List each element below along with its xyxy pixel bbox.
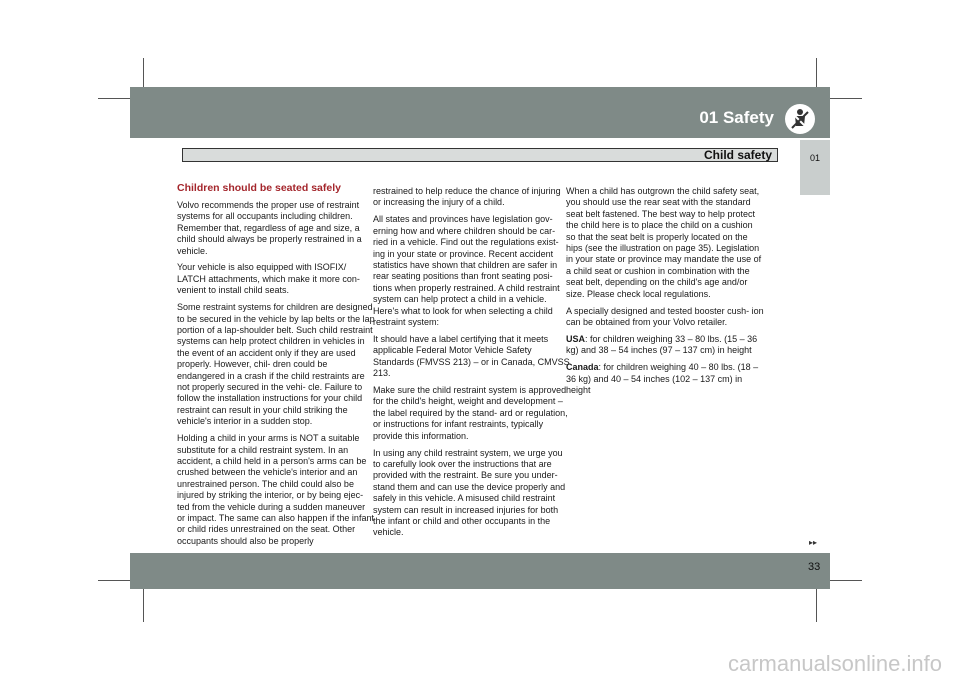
text-column-3 <box>566 186 764 402</box>
paragraph: Holding a child in your arms is NOT a suitable substitute for a child restraint system. In an accident, a child held in a person's arms can be crushed between the vehicle's interior and an unrestrained person. The child could also be injured by striking the interior, or by being ejec- ted from the vehicle during a sudden maneuver or impact. The same can also happen if the infant or child rides unrestrained on the seat. Other occupants should also be properly <box>177 433 374 546</box>
page-number: 33 <box>808 561 821 573</box>
paragraph: It should have a label certifying that it meets applicable Federal Motor Vehicle Safety Standards (FMVSS 213) – or in Canada, CMVSS 213. <box>373 333 570 379</box>
continue-marker: ▸▸ <box>809 538 818 547</box>
canada-text: : for children weighing 40 – 80 lbs. (18 – 36 kg) and 40 – 54 inches (102 – 137 cm) in height <box>566 362 759 395</box>
chapter-tab <box>800 140 830 195</box>
usa-label: USA <box>566 333 586 344</box>
paragraph: When a child has outgrown the child safety seat, you should use the rear seat with the standard seat belt fastened. The best way to help protect the child here is to place the child on a cushion so that the seat belt is properly located on the hips (see the illustration on page 35). Legislation in your state or province may mandate the use of a child seat or cushion in combination with the seat belt, depending on the child's age and/or size. Please check local regulations. <box>566 186 762 299</box>
usa-text: : for children weighing 33 – 80 lbs. (15 – 36 kg) and 38 – 54 inches (97 – 137 cm) in height <box>566 333 758 356</box>
paragraph: Volvo recommends the proper use of restraint systems for all occupants including children. Remember that, regardless of age and size, a child should always be properly restrained in a vehicle. <box>177 199 362 256</box>
section-bar <box>182 148 778 162</box>
footer-band <box>130 553 830 589</box>
chapter-title: 01 Safety <box>699 108 774 127</box>
canada-spec <box>566 362 764 396</box>
section-title: Child safety <box>703 148 772 162</box>
chapter-tab-label: 01 <box>809 153 820 163</box>
seatbelt-warning-icon <box>785 104 815 134</box>
paragraph: Some restraint systems for children are designed to be secured in the vehicle by lap belts or the lap portion of a lap-shoulder belt. Such child restraint systems can help protect children in vehicles in the event of an accident only if they are used properly. However, chil- dren could be endangered in a crash if the child restraints are not properly secured in the vehi- cle. Failure to follow the installation instructions for your child restraint can result in your child striking the vehicle's interior in a sudden stop. <box>177 302 375 427</box>
paragraph: Your vehicle is also equipped with ISOFIX/ LATCH attachments, which make it more con- venient to install child seats. <box>177 262 360 296</box>
text-column-2 <box>373 186 571 544</box>
paragraph: In using any child restraint system, we urge you to carefully look over the instructions that are provided with the restraint. Be sure you under- stand them and can use the device properly and safely in this vehicle. A misused child restraint system can result in increased injuries for both the infant or child and other occupants in the vehicle. <box>373 447 566 538</box>
watermark: carmanualsonline.info <box>727 651 942 676</box>
paragraph: Make sure the child restraint system is approved for the child's height, weight and development – the label required by the stand- ard or regulation, or instructions for infant restraints, typically provide this information. <box>373 385 568 441</box>
text-column-1 <box>177 183 375 553</box>
canada-label: Canada <box>566 362 599 373</box>
usa-spec <box>566 334 764 357</box>
paragraph: All states and provinces have legislation gov- erning how and where children should be car- ried in a vehicle. Find out the regulations exist- ing in your state or province. Recent accident statistics have shown that children are safer in rear seating positions than front seating posi- tions when properly restrained. A child restraint system can help protect a child in a vehicle. Here's what to look for when selecting a child restraint system: <box>373 214 560 327</box>
section-heading: Children should be seated safely <box>177 182 341 194</box>
paragraph: A specially designed and tested booster cush- ion can be obtained from your Volvo retailer. <box>566 305 764 327</box>
paragraph: restrained to help reduce the chance of injuring or increasing the injury of a child. <box>373 186 561 208</box>
